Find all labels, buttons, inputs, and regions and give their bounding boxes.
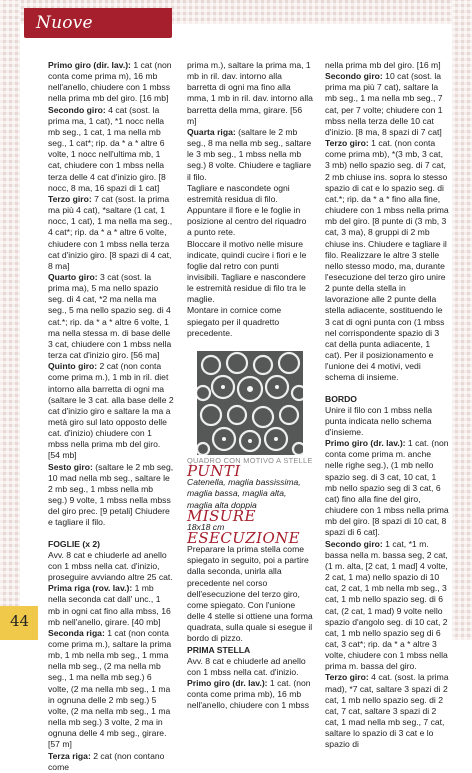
paragraph bbox=[48, 194, 174, 272]
paragraph bbox=[48, 105, 174, 194]
step-text: (saltare le 2 mb seg, 10 mad nella mb seg., saltare le 2 mb seg., 1 mbss nella mb seg.) 9 volte, 1 mbss nella mbss del giro prec. [9 petali] Chiudere e tagliare il filo. bbox=[48, 461, 174, 528]
paragraph: nella prima mb del giro. [16 m] bbox=[325, 60, 441, 70]
step-label: Terzo giro: bbox=[325, 672, 369, 683]
step-label: Quarta riga: bbox=[187, 126, 236, 137]
lace-pattern-image bbox=[197, 351, 303, 455]
step-text: 4 cat (sost. la prima ma, 1 cat), *1 nocc nella mb seg., 1 cat, 1 ma nella mb seg., 1 cat*; rip. da * a * altre 6 volte, 1 nocc nell'ultima mb, 1 cat, chiudere con 1 mbss nella terza delle 4 cat d'inizio giro. [8 nocc, 8 ma, 16 spazi di 1 cat] bbox=[48, 104, 166, 193]
step-label: Quarto giro: bbox=[48, 271, 98, 282]
paragraph bbox=[48, 361, 174, 461]
step-text: 1 cat. (non conta come prima mb), *(3 mb, 3 cat, 3 mb) nello spazio seg. di 7 cat, 2 mb chiuse ins. sopra lo stesso spazio di cat e lo spazio seg. di cat.*; rip. da * a * fino alla fine, chiudere con 1 mbss nella prima mb del giro. [8 punte di (3 mb, 3 cat, 3 ma), 8 gruppi di 2 mb chiuse ins. Chiudere e tagliare il filo. Realizzare le altre 3 stelle nello stesso modo, ma, durante l'esecuzione del terzo giro unire 2 punte della stella in lavorazione alle 2 punte della stella adiacente, sostituendo le 3 cat di ogni punta con (1 mbss nel corrispondente spazio di 3 cat della punta adiacente, 1 cat). Per il posizionamento e l'unione dei 4 motivi, vedi schema di insieme. bbox=[325, 138, 449, 383]
page-number: 44 bbox=[10, 612, 30, 630]
paragraph bbox=[48, 462, 174, 529]
section-title-punti: PUNTI bbox=[187, 462, 241, 481]
paragraph: Avv. 8 cat e chiuderle ad anello con 1 mbss nella cat. d'inizio, proseguire avviando altre 25 cat. bbox=[48, 549, 173, 583]
step-label: Terzo giro: bbox=[48, 193, 92, 204]
paragraph bbox=[325, 672, 449, 750]
paragraph bbox=[325, 539, 449, 673]
step-label: Terzo giro: bbox=[325, 138, 369, 149]
step-text: (saltare le 2 mb seg., 8 ma nella mb seg., saltare le 3 mb seg., 1 mbss nella mb seg.) 8 volte. Chiudere e tagliare il filo. bbox=[187, 126, 312, 182]
photo-caption: QUADRO CON MOTIVO A STELLE bbox=[187, 455, 313, 465]
paragraph bbox=[187, 678, 313, 711]
step-text: 2 cat (non conta come prima m.), 1 mb in ril. diet intorno alla barretta di ogni ma (saltare le 3 cat. alla base delle 2 cat d'inizio giro e saltare la ma a metà giro sul lato opposto delle cat. d'inizio) chiudere con 1 mbss nella prima mb del giro. [54 mb] bbox=[48, 361, 174, 461]
step-label: Quinto giro: bbox=[48, 361, 98, 372]
step-label: Sesto giro: bbox=[48, 461, 93, 472]
step-label: Secondo giro: bbox=[325, 538, 383, 549]
step-text: 1 cat. (non conta come prima m. anche nelle righe seg.), (1 mb nello spazio seg. di 3 cat, 10 cat, 1 mb nello spazio seg di 3 cat, 6 cat) fino alla fine del giro, chiudere con 1 mbss nella prima mb del giro. [8 spazi di 10 cat, 8 spazi di 6 cat]. bbox=[325, 438, 449, 538]
section-title-misure: MISURE bbox=[187, 506, 256, 525]
column-3 bbox=[325, 60, 449, 751]
paragraph bbox=[325, 138, 449, 383]
section-heading-prima-stella: PRIMA STELLA bbox=[187, 644, 251, 655]
step-label: Terza riga: bbox=[48, 750, 91, 761]
gingham-right-border bbox=[452, 0, 472, 640]
section-heading-foglie: FOGLIE (x 2) bbox=[48, 538, 101, 549]
header-banner bbox=[24, 8, 172, 63]
paragraph: Preparare la prima stella come spiegato in seguito, poi a partire dalla seconda, unirla alla precedente nel corso dell'esecuzione del terzo giro, come spiegato. Con l'unione delle 4 stelle si ottiene una forma quadrata, sulla quale si esegue il bordo di pizzo. bbox=[187, 544, 313, 644]
step-label: Primo giro (dr. lav.): bbox=[325, 438, 406, 449]
paragraph bbox=[48, 583, 174, 628]
section-text-punti: Catenella, maglia bassissima, maglia bassa, maglia alta, maglia alta doppia bbox=[187, 477, 301, 510]
column-1 bbox=[48, 60, 174, 773]
spacer bbox=[325, 384, 449, 394]
step-text: 7 cat (sost. la prima ma più 4 cat), *saltare (1 cat, 1 nocc, 1 cat), 1 ma nella ma seg., 4 cat*; rip. da * a * altre 6 volte, chiudere con 1 mbss nella terza cat d'inizio giro. [8 spazi di 4 cat, 8 ma] bbox=[48, 193, 173, 271]
step-label: Secondo giro: bbox=[48, 104, 106, 115]
step-label: Primo giro (dr. lav.): bbox=[187, 678, 268, 689]
step-text: 1 cat. (non conta come prima mb), 16 mb nell'anello, chiudere con 1 mbss bbox=[187, 678, 311, 711]
step-text: 2 cat (non contano come bbox=[48, 750, 165, 772]
paragraph: Tagliare e nascondete ogni estremità residua di filo. Appuntare il fiore e le foglie in posizione al centro del riquadro a punto rete. Bloccare il motivo nelle misure indicate, quindi cucire i fiori e le foglie dal retro con punti invisibili. Tagliare e nascondere le estremità residue di filo tra le maglie. Montare in cornice come spiegato per il quadretto precedente. bbox=[187, 182, 307, 338]
step-label: Prima riga (rov. lav.): bbox=[48, 583, 133, 594]
paragraph bbox=[48, 60, 174, 105]
step-text: 1 mb nella seconda cat dall' unc., 1 mb in ogni cat fino alla mbss, 16 mb nell'anello, girare. [40 mb] bbox=[48, 583, 171, 627]
paragraph bbox=[48, 628, 174, 751]
gingham-left-border bbox=[0, 0, 20, 640]
step-text: 1 cat (non conta come prima m), 16 mb nell'anello, chiudere con 1 mbss nella prima mb del giro. [16 mb] bbox=[48, 60, 172, 104]
step-text: 1 cat, *1 m. bassa nella m. bassa seg, 2 cat, (1 m. alta, [2 cat, 1 mad] 4 volte, 2 cat, 1 ma) nello spazio di 10 cat, 2 cat, 1 mb nella mb seg., 3 cat, 1 mb nello spazio seg. di 6 cat, (2 cat, 1 mad) 9 volte nello spazio d'angolo seg. di 10 cat, 2 cat, 1 mb nello spazio seg di 6 cat, 3 cat*; rip. da * a * altre 3 volte, chiudere con 1 mbss nella prima m. bassa del giro. bbox=[325, 538, 448, 672]
step-label: Seconda riga: bbox=[48, 627, 105, 638]
paragraph: Unire il filo con 1 mbss nella punta indicata nello schema d'insieme. bbox=[325, 404, 432, 437]
paragraph bbox=[48, 751, 174, 773]
step-text: 10 cat (sost. la prima ma più 7 cat), saltare la mb seg., 1 ma nella mb seg., 7 cat, per 7 volte; chiudere con 1 mbss nella terza delle 10 cat d'inizio. [8 ma, 8 spazi di 7 cat] bbox=[325, 71, 443, 137]
paragraph bbox=[187, 127, 313, 183]
lace-star-photo bbox=[197, 351, 303, 455]
step-text: 4 cat. (sost. la prima mad), *7 cat, saltare 3 spazi di 2 cat, 1 mb nello spazio seg. di 2 cat, 7 cat, saltare 3 spazi di 2 cat, 1 mad nella mb seg., 7 cat, saltare lo spazio di 3 cat e lo spazio di bbox=[325, 672, 449, 750]
section-title-esecuzione: ESECUZIONE bbox=[187, 529, 301, 547]
section-heading-bordo: BORDO bbox=[325, 393, 357, 404]
section-text-misure: 18x18 cm bbox=[187, 521, 225, 532]
spacer bbox=[48, 529, 174, 539]
paragraph bbox=[48, 272, 174, 361]
step-text: 1 cat (non conta come prima m.), saltare la prima mb, 1 mb nella mb seg., 1 mma nella mb seg., (2 ma nella mb seg., 1 ma nella mb seg.) 6 volte, (2 ma nella mb seg., 1 ma in ognuna delle 2 mb seg.) 5 volte, (2 ma nella mb seg., 1 ma nella mb seg.) 3 volte, 2 ma in ognuna delle 4 mb seg., girare. [57 m] bbox=[48, 627, 172, 750]
step-text: 3 cat (sost. la prima ma), 5 ma nello spazio seg. di 4 cat, *2 ma nella ma seg., 5 ma nello spazio seg. di 4 cat.*; rip. da * a * altre 6 volte, 1 ma nella stessa m. di base delle 3 cat, chiudere con 1 mbss nella terza cat d'inizio giro. [56 ma] bbox=[48, 271, 172, 361]
page-number-tab bbox=[0, 606, 38, 640]
column-2 bbox=[187, 60, 313, 712]
paragraph: Avv. 8 cat e chiuderle ad anello con 1 mbss nella cat. d'inizio. bbox=[187, 655, 306, 677]
step-label: Primo giro (dir. lav.): bbox=[48, 60, 131, 70]
step-label: Secondo giro: bbox=[325, 71, 383, 82]
header-title: Nuove Tendenze bbox=[36, 13, 120, 63]
paragraph: prima m.), saltare la prima ma, 1 mb in ril. dav. intorno alla barretta di ogni ma fino alla mma, 1 mb in ril. dav. intorno alla barretta della mma, girare. [56 m] bbox=[187, 60, 313, 126]
paragraph bbox=[325, 438, 449, 538]
paragraph bbox=[325, 71, 449, 138]
